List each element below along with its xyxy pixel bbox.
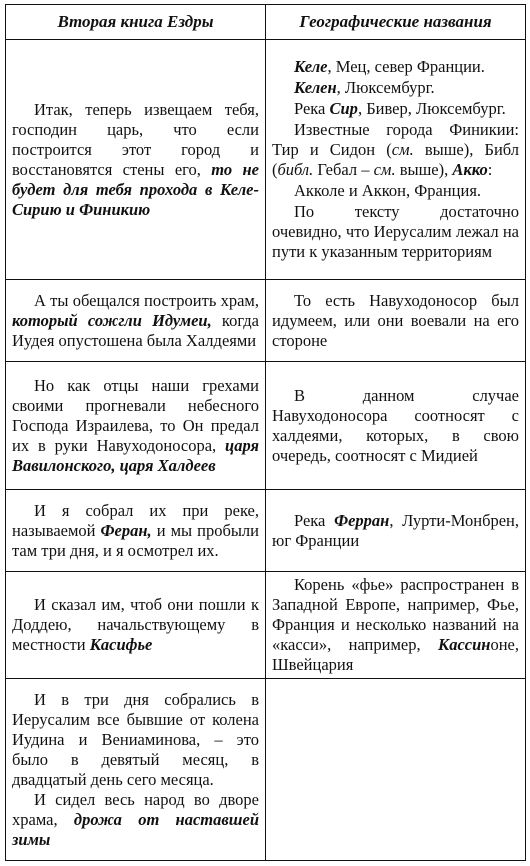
row1-right-p3: Река Сир, Бивер, Люксембург. [294,99,506,118]
row3-right-cell [266,362,526,490]
row1-right-p2: Келен, Люксембург. [294,78,435,97]
row3-left-text: Но как отцы наши грехами своими прогневали небесного Господа Израилева, то Он предал их в руки Навуходоносора, царя Вавилонского, царя Халдеев [12,375,259,475]
row5-left-text: И сказал им, чтоб они пошли к Доддею, начальствующему в местности Касифье [12,595,259,654]
row1-left-cell [6,40,266,280]
row5-right-text: Корень «фье» распространен в Западной Европе, например, Фье, Франция и несколько названий на «касси», например, Кассиноне, Швейцария [272,575,519,674]
row6-left-p2: И сидел весь народ во дворе храма, дрожа от наставшей зимы [12,789,259,849]
row4-right-text: Река Ферран, Лурти-Монбрен, юг Франции [272,510,519,550]
row1-right-p1: Келе, Мец, север Франции. [294,57,485,76]
row1-right-p5: Акколе и Аккон, Франция. [294,181,482,200]
table-row [6,362,526,490]
row1-left-text: Итак, теперь извещаем тебя, господин царь, что если построится этот город и восстановятся стены его, то не будет для тебя прохода в Келе-Сирию и Финикию [12,99,259,219]
row4-left-cell [6,490,266,572]
document-page [5,4,525,861]
row1-right-p6: По тексту достаточно очевидно, что Иерусалим лежал на пути к указанным территориям [272,202,519,261]
table-row [6,679,526,861]
comparison-table [5,4,526,861]
row4-left-text: И я собрал их при реке, называемой Феран, и мы пробыли там три дня, и я осмотрел их. [12,500,259,560]
table-header-row [6,5,526,40]
row3-left-cell [6,362,266,490]
row1-right-cell [266,40,526,280]
row6-left-cell [6,679,266,861]
table-row [6,572,526,679]
row6-left-p1: И в три дня собрались в Иерусалим все бывшие от колена Иудина и Вениаминова, – это было в девятый месяц, в двадцатый день сего месяца. [12,689,259,789]
row5-right-cell [266,572,526,679]
row6-right-cell-empty [266,679,526,861]
table-row [6,280,526,362]
row2-right-text: То есть Навуходоносор был идумеем, или они воевали на его стороне [272,290,519,350]
table-row [6,40,526,280]
row2-left-cell [6,280,266,362]
row3-right-text: В данном случае Навуходоносора соотносят с халдеями, которых, в свою очередь, соотносят с Мидией [272,385,519,465]
row1-right-p4: Известные города Финикии: Тир и Сидон (см. выше), Библ (библ. Гебал – см. выше), Акко: [272,120,519,179]
table-row [6,490,526,572]
header-col-geo: Географические названия [266,5,526,40]
row2-right-cell [266,280,526,362]
row4-right-cell [266,490,526,572]
header-col-ezra: Вторая книга Ездры [6,5,266,40]
row2-left-text: А ты обещался построить храм, который сожгли Идумеи, когда Иудея опустошена была Халдеями [12,290,259,350]
row5-left-cell [6,572,266,679]
